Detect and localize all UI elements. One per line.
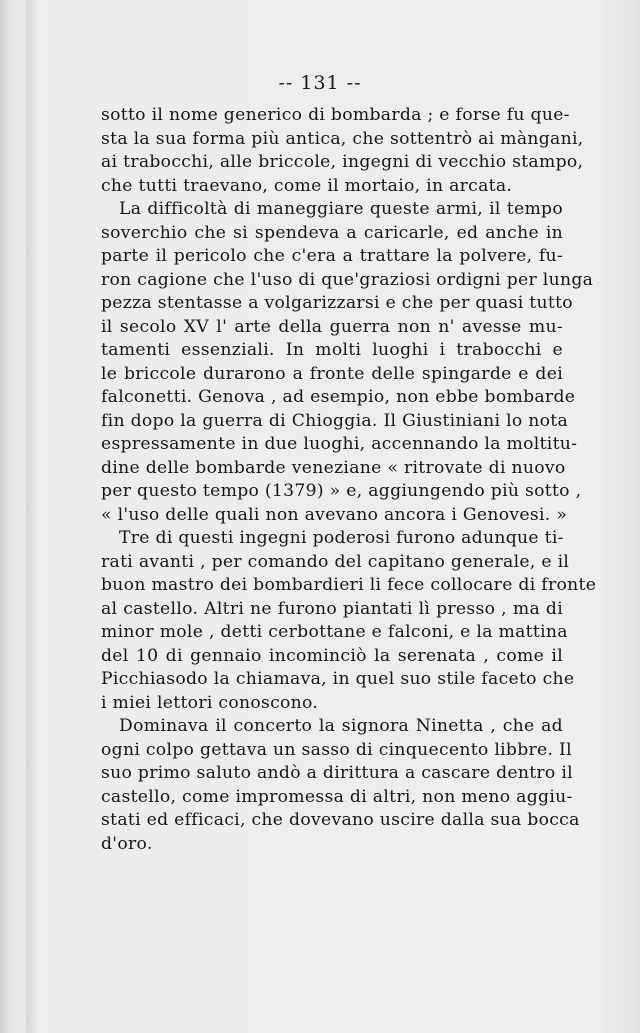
text-line: Dominava il concerto la signora Ninetta , che ad	[119, 716, 563, 736]
body-text	[101, 104, 597, 856]
text-line: per questo tempo (1379) » e, aggiungendo più sotto ,	[101, 481, 582, 501]
text-line: che tutti traevano, come il mortaio, in arcata.	[101, 175, 513, 196]
text-line: soverchio che si spendeva a caricarle, ed anche in	[101, 222, 563, 243]
text-line: rati avanti , per comando del capitano generale, e il	[101, 551, 570, 572]
text-line: Tre di questi ingegni poderosi furono adunque ti-	[119, 528, 564, 548]
page-fold-shadow	[26, 0, 42, 1033]
text-line: buon mastro dei bombardieri li fece collocare di fronte	[101, 575, 597, 595]
text-line: falconetti. Genova , ad esempio, non ebbe bombarde	[101, 387, 576, 407]
text-line: ogni colpo gettava un sasso di cinquecento libbre. Il	[101, 739, 572, 760]
text-line: stati ed efficaci, che dovevano uscire dalla sua bocca	[101, 810, 580, 830]
text-line: d'oro.	[101, 833, 153, 854]
text-line: minor mole , detti cerbottane e falconi, e la mattina	[101, 622, 568, 642]
text-line: ron cagione che l'uso di que'graziosi ordigni per lunga	[101, 269, 594, 290]
text-line: espressamente in due luoghi, accennando la moltitu-	[101, 434, 578, 454]
text-line: sta la sua forma più antica, che sottentrò ai màngani,	[101, 128, 584, 149]
text-line: suo primo saluto andò a dirittura a cascare dentro il	[101, 763, 573, 783]
text-line: le briccole durarono a fronte delle spingarde e dei	[101, 363, 563, 384]
text-line: pezza stentasse a volgarizzarsi e che per quasi tutto	[101, 293, 573, 313]
text-line: ai trabocchi, alle briccole, ingegni di vecchio stampo,	[101, 152, 584, 172]
text-line: del 10 di gennaio incominciò la serenata , come il	[101, 645, 563, 666]
text-line: castello, come impromessa di altri, non meno aggiu-	[101, 786, 573, 807]
text-line: sotto il nome generico di bombarda ; e forse fu que-	[101, 105, 570, 125]
text-line: parte il pericolo che c'era a trattare la polvere, fu-	[101, 246, 563, 266]
text-line: i miei lettori conoscono.	[101, 692, 319, 713]
text-line: tamenti essenziali. In molti luoghi i trabocchi e	[101, 340, 563, 360]
text-line: dine delle bombarde veneziane « ritrovate di nuovo	[101, 457, 566, 478]
text-line: al castello. Altri ne furono piantati lì presso , ma di	[101, 598, 563, 619]
page-number: -- 131 --	[278, 72, 362, 94]
text-line: Picchiasodo la chiamava, in quel suo stile faceto che	[101, 669, 575, 689]
text-line: il secolo XV l' arte della guerra non n' avesse mu-	[101, 316, 563, 337]
text-line: « l'uso delle quali non avevano ancora i Genovesi. »	[101, 504, 568, 525]
text-line: La difficoltà di maneggiare queste armi, il tempo	[119, 199, 563, 219]
text-line: fin dopo la guerra di Chioggia. Il Giustiniani lo nota	[101, 410, 569, 431]
